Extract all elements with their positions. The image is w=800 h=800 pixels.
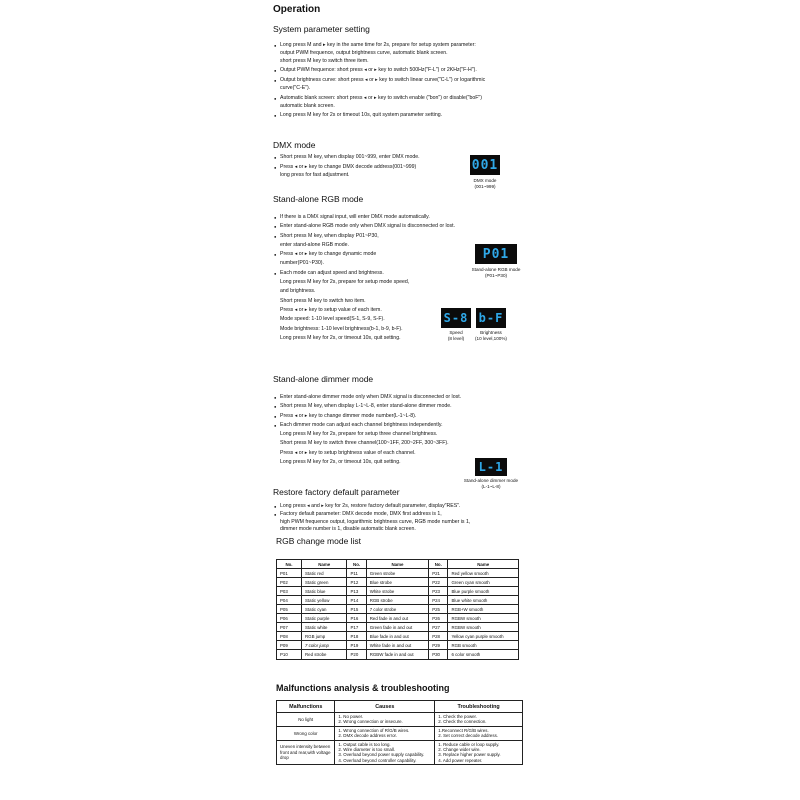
- list-item: Short press M key to switch three channel(100~1FF, 200~2FF, 300~3FF).: [280, 440, 449, 447]
- mode-number-cell: P19: [347, 641, 366, 650]
- mode-number-cell: P03: [277, 587, 302, 596]
- column-header: No.: [347, 560, 366, 569]
- column-header: Troubleshooting: [435, 701, 523, 713]
- list-item: ● Each dimmer mode can adjust each channel brightness independently.: [274, 422, 461, 430]
- list-item: ● Enter stand-alone RGB mode only when DMX signal is disconnected or lost.: [274, 223, 455, 231]
- column-header: Name: [366, 560, 428, 569]
- list-item: 2. Check the connection.: [438, 719, 487, 725]
- list-item: 2. Wrong connection or insecure.: [338, 719, 403, 725]
- mode-name-cell: Green strobe: [366, 569, 428, 578]
- list-item: 1. Reduce cable or loop supply.: [438, 741, 500, 747]
- list-item: 1. No power.: [338, 714, 364, 719]
- causes-cell: [335, 713, 435, 727]
- list-item: ● Short press M key, when display L-1~L-8, enter stand-alone dimmer mode.: [274, 403, 461, 411]
- list-item: 2. Wire diameter is too small.: [338, 747, 396, 753]
- list-item: 1. Check the power.: [438, 714, 477, 719]
- table-row: [277, 614, 519, 623]
- rgb-mode-caption: Stand-alone RGB mode (P01~P30): [471, 267, 521, 278]
- table-row: [277, 726, 523, 740]
- mode-name-cell: Static yellow: [302, 596, 347, 605]
- dimmer-display: L-1: [475, 458, 507, 476]
- column-header: Name: [302, 560, 347, 569]
- rgb-mode-table: [276, 559, 519, 660]
- list-item: ● Factory default parameter: DMX decode mode, DMX first address is 1,: [274, 511, 470, 519]
- mode-name-cell: Green cyan smooth: [448, 578, 519, 587]
- list-item: 3. Overload beyond power supply capability.: [338, 752, 425, 758]
- mode-number-cell: P27: [429, 623, 448, 632]
- list-item: output PWM frequence, output brightness curve, automatic blank screen.: [280, 49, 448, 56]
- dmx-display: 001: [470, 155, 500, 175]
- mode-number-cell: P05: [277, 605, 302, 614]
- list-item: ● Press ◂ or ▸ key to change dimmer mode number(L-1~L-8).: [274, 413, 461, 421]
- mode-number-cell: P11: [347, 569, 366, 578]
- mode-number-cell: P10: [277, 650, 302, 659]
- list-item: ● Output PWM frequence: short press ◂ or ▸ key to switch 500Hz("F-L") or 2KHz("F-H").: [274, 67, 485, 75]
- dimmer-section-title: Stand-alone dimmer mode: [273, 374, 374, 384]
- rgb-list-title: RGB change mode list: [276, 536, 362, 546]
- mode-name-cell: White strobe: [366, 587, 428, 596]
- mode-name-cell: RGB smooth: [448, 641, 519, 650]
- list-item: 1. Output cable is too long.: [338, 741, 391, 747]
- system-section-title: System parameter setting: [273, 24, 370, 34]
- list-item: curve("C-E").: [280, 84, 311, 91]
- list-item: ● Automatic blank screen: short press ◂ or ▸ key to switch enable ("bon") or disable("boF"): [274, 95, 485, 103]
- table-row: [277, 641, 519, 650]
- list-item: long press for fast adjustment.: [280, 171, 350, 178]
- mode-number-cell: P29: [429, 641, 448, 650]
- mode-number-cell: P30: [429, 650, 448, 659]
- list-item: ● Output brightness curve: short press ◂ or ▸ key to switch linear curve("C-L") or logarithmic: [274, 77, 485, 85]
- dmx-bullet-list: [274, 154, 420, 179]
- table-row: [277, 713, 523, 727]
- mode-number-cell: P08: [277, 632, 302, 641]
- dimmer-caption: Stand-alone dimmer mode (L-1~L-8): [463, 478, 519, 489]
- mode-name-cell: RGB strobe: [366, 596, 428, 605]
- mode-name-cell: Red strobe: [302, 650, 347, 659]
- list-item: Mode brightness: 1-10 level brightness(b-1, b-9, b-F).: [280, 325, 403, 332]
- list-item: 2. DMX decode address error.: [338, 733, 397, 739]
- restore-section-title: Restore factory default parameter: [273, 487, 400, 497]
- list-item: ● Long press M and ▸ key in the same time for 2s, prepare for setup system parameter:: [274, 42, 485, 50]
- mode-number-cell: P28: [429, 632, 448, 641]
- list-item: Short press M key to switch two item.: [280, 297, 366, 304]
- list-item: ● Short press M key, when display 001~999, enter DMX mode.: [274, 154, 420, 162]
- table-row: [277, 740, 523, 765]
- mode-number-cell: P18: [347, 632, 366, 641]
- mode-number-cell: P15: [347, 605, 366, 614]
- mode-number-cell: P12: [347, 578, 366, 587]
- mode-name-cell: 6 color smooth: [448, 650, 519, 659]
- column-header: No.: [277, 560, 302, 569]
- causes-cell: [335, 740, 435, 765]
- list-item: ● Enter stand-alone dimmer mode only when DMX signal is disconnected or lost.: [274, 394, 461, 402]
- malfunction-cell: No light: [277, 713, 335, 727]
- list-item: ● Long press M key for 2s or timeout 10s, quit system parameter setting.: [274, 112, 485, 120]
- mode-name-cell: Blue white smooth: [448, 596, 519, 605]
- list-item: ● Press ◂ or ▸ key to change dynamic mode: [274, 251, 455, 259]
- mode-name-cell: RGB jump: [302, 632, 347, 641]
- brightness-caption: Brightness (10 level,100%): [475, 330, 507, 341]
- mode-name-cell: Static blue: [302, 587, 347, 596]
- mode-number-cell: P02: [277, 578, 302, 587]
- list-item: 1.Reconnect R/G/B wires.: [438, 727, 489, 733]
- mode-number-cell: P09: [277, 641, 302, 650]
- mode-number-cell: P23: [429, 587, 448, 596]
- malfunctions-table: [276, 700, 523, 765]
- column-header: Malfunctions: [277, 701, 335, 713]
- mode-name-cell: Red fade in and out: [366, 614, 428, 623]
- mode-name-cell: Blue fade in and out: [366, 632, 428, 641]
- list-item: Long press M key for 2s, prepare for setup three channel brightness.: [280, 431, 438, 438]
- troubleshooting-cell: [435, 713, 523, 727]
- table-row: [277, 623, 519, 632]
- list-item: Press ◂ or ▸ key to setup value of each item.: [280, 306, 382, 313]
- dmx-display-caption: DMX mode (001~999): [473, 178, 497, 189]
- mode-number-cell: P16: [347, 614, 366, 623]
- table-row: [277, 569, 519, 578]
- list-item: 4. Add power repeater.: [438, 757, 483, 763]
- malfunctions-title: Malfunctions analysis & troubleshooting: [276, 683, 450, 693]
- list-item: Press ◂ or ▸ key to setup brightness value of each channel.: [280, 449, 416, 456]
- mode-name-cell: RGBW smooth: [448, 614, 519, 623]
- mode-number-cell: P21: [429, 569, 448, 578]
- dimmer-bullet-list: [274, 394, 461, 467]
- list-item: 3. Replace higher power supply.: [438, 752, 501, 758]
- list-item: high PWM frequence output, logarithmic brightness curve, RGB mode number is 1,: [280, 518, 471, 525]
- mode-name-cell: RGBW fade in and out: [366, 650, 428, 659]
- table-header-row: [277, 560, 519, 569]
- speed-caption: Speed (8 level): [447, 330, 465, 341]
- troubleshooting-cell: [435, 726, 523, 740]
- mode-number-cell: P14: [347, 596, 366, 605]
- malfunction-cell: Uneven intensity between front and rear,with voltage drop: [277, 740, 335, 765]
- troubleshooting-cell: [435, 740, 523, 765]
- mode-name-cell: Yellow cyan purple smooth: [448, 632, 519, 641]
- mode-name-cell: White fade in and out: [366, 641, 428, 650]
- mode-name-cell: Blue purple smooth: [448, 587, 519, 596]
- table-row: [277, 605, 519, 614]
- table-row: [277, 650, 519, 659]
- mode-name-cell: RGBW smooth: [448, 623, 519, 632]
- mode-number-cell: P06: [277, 614, 302, 623]
- list-item: ● Each mode can adjust speed and brightness.: [274, 270, 455, 278]
- mode-number-cell: P17: [347, 623, 366, 632]
- column-header: Name: [448, 560, 519, 569]
- mode-number-cell: P07: [277, 623, 302, 632]
- table-header-row: [277, 701, 523, 713]
- column-header: No.: [429, 560, 448, 569]
- list-item: ● Long press ◂ and ▸ key for 2s, restore factory default parameter, display"RES".: [274, 503, 470, 511]
- list-item: Mode speed: 1-10 level speed(S-1, S-9, S-F).: [280, 316, 385, 323]
- list-item: ● If there is a DMX signal input, will enter DMX mode automatically.: [274, 214, 455, 222]
- list-item: and brightness.: [280, 288, 316, 295]
- restore-bullet-list: [274, 503, 470, 534]
- list-item: Long press M key for 2s, or timeout 10s, quit setting.: [280, 459, 401, 466]
- list-item: 2. Set correct decode address.: [438, 733, 498, 739]
- table-row: [277, 596, 519, 605]
- mode-name-cell: Static red: [302, 569, 347, 578]
- speed-display: S-8: [441, 308, 471, 328]
- mode-number-cell: P13: [347, 587, 366, 596]
- mode-name-cell: Blue strobe: [366, 578, 428, 587]
- mode-name-cell: Static green: [302, 578, 347, 587]
- list-item: number(P01~P30).: [280, 260, 324, 267]
- list-item: short press M key to switch three item.: [280, 57, 369, 64]
- list-item: 2. Change wider wire.: [438, 747, 481, 753]
- mode-number-cell: P22: [429, 578, 448, 587]
- mode-name-cell: RGB+W smooth: [448, 605, 519, 614]
- rgb-mode-display: P01: [475, 244, 517, 264]
- mode-number-cell: P25: [429, 605, 448, 614]
- mode-name-cell: Red yellow smooth: [448, 569, 519, 578]
- brightness-display: b-F: [476, 308, 506, 328]
- list-item: enter stand-alone RGB mode.: [280, 241, 349, 248]
- list-item: automatic blank screen.: [280, 102, 335, 109]
- mode-number-cell: P04: [277, 596, 302, 605]
- mode-name-cell: Green fade in and out: [366, 623, 428, 632]
- system-bullet-list: [274, 42, 485, 120]
- mode-number-cell: P26: [429, 614, 448, 623]
- list-item: 4. Overload beyond controller capability.: [338, 757, 417, 763]
- list-item: ● Short press M key, when display P01~P30,: [274, 233, 455, 241]
- table-row: [277, 587, 519, 596]
- list-item: 1. Wrong connection of R/G/B wires.: [338, 727, 410, 733]
- column-header: Causes: [335, 701, 435, 713]
- operation-title: Operation: [273, 4, 321, 15]
- mode-number-cell: P20: [347, 650, 366, 659]
- list-item: dimmer mode number is 1, disable automatic blank screen.: [280, 526, 416, 533]
- mode-number-cell: P01: [277, 569, 302, 578]
- malfunction-cell: Wrong color: [277, 726, 335, 740]
- table-row: [277, 632, 519, 641]
- table-row: [277, 578, 519, 587]
- dmx-section-title: DMX mode: [273, 140, 316, 150]
- mode-name-cell: Static purple: [302, 614, 347, 623]
- standalone-rgb-section-title: Stand-alone RGB mode: [273, 194, 364, 204]
- causes-cell: [335, 726, 435, 740]
- standalone-rgb-bullet-list: [274, 214, 455, 343]
- mode-name-cell: 7 color jump: [302, 641, 347, 650]
- list-item: Long press M key for 2s, prepare for setup mode speed,: [280, 279, 410, 286]
- mode-name-cell: Static white: [302, 623, 347, 632]
- list-item: Long press M key for 2s, or timeout 10s, quit setting.: [280, 334, 401, 341]
- mode-name-cell: 7 color strobe: [366, 605, 428, 614]
- list-item: ● Press ◂ or ▸ key to change DMX decode address(001~999): [274, 164, 420, 172]
- mode-number-cell: P24: [429, 596, 448, 605]
- mode-name-cell: Static cyan: [302, 605, 347, 614]
